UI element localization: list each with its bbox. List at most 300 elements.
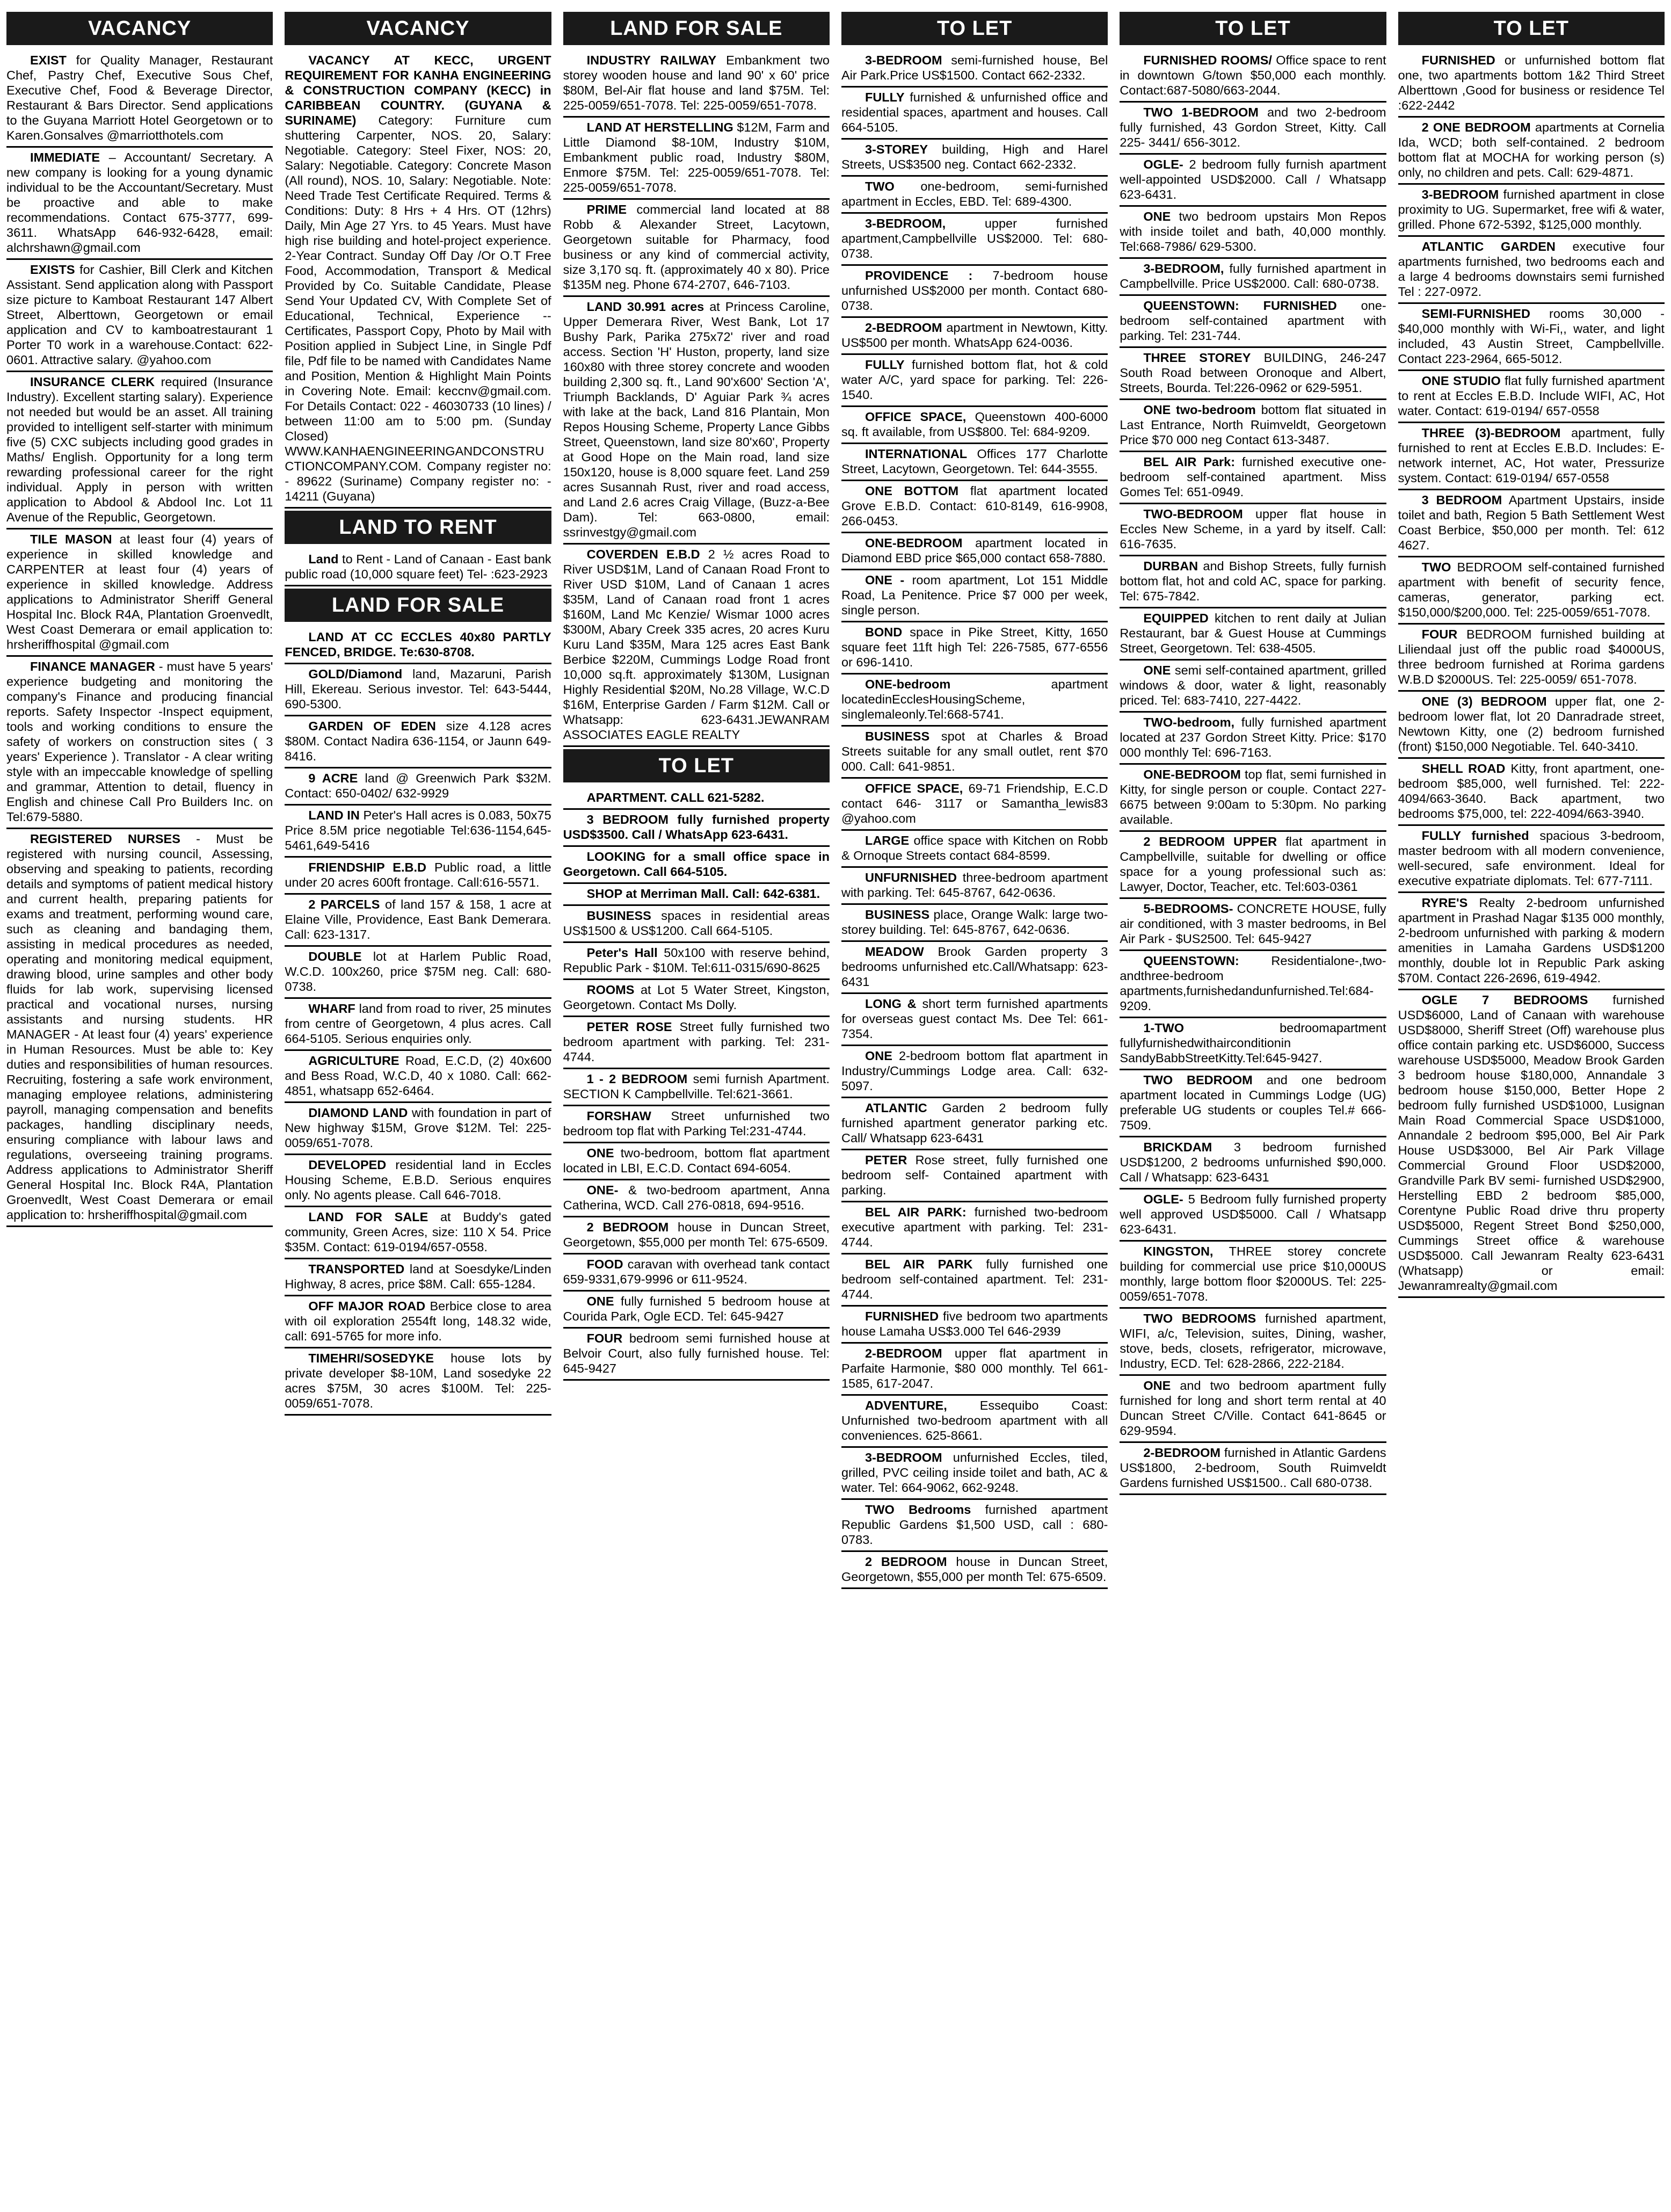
classified-ad bbox=[841, 444, 1108, 481]
classified-ad bbox=[841, 727, 1108, 779]
ad-text: bedroomapartment fullyfurnishedwithairconditionin SandyBabbStreetKitty.Tel:645-9427. bbox=[1120, 1021, 1386, 1065]
classified-ad bbox=[6, 50, 273, 148]
ad-text: land, Mazaruni, Parish Hill, Ekereau. Serious investor. Tel: 643-5444, 690-5300. bbox=[285, 667, 551, 711]
ad-text: for Quality Manager, Restaurant Chef, Pastry Chef, Executive Sous Chef, Executive Chef, Food & Beverage Director, Restaurant & Bars Director. Send applications to the Guyana Marriott Hotel Georgetown or to Karen.Gonsalves @marriotthotels.com bbox=[6, 53, 273, 142]
ad-text: at Princess Caroline, Upper Demerara River, West Bank, Lot 17 Bushy Park, Parika 275x72' river and road access. Section 'H' Huston, property, land size 160x80 with three storey concrete and wooden building 2,300 sq. ft., Land 90'x600' Section 'A', Triumph Backlands, D' Aguiar Park ¾ acres with lake at the back, Land 816 Plantain, Mon Repos Housing Scheme, Property Lance Gibbs Street, Queenstown, land size 80'x60', Property at Good Hope on the Main road, land size 150x120, house is 8,000 square feet. Land 259 acres Susannah Rust, river and road access, and Land 2.6 acres Craig Village, (Buzz-a-Bee Dam). Tel: 663-0800, email: ssrinvestgy@gmail.com bbox=[563, 300, 830, 539]
ad-keyword: ATLANTIC bbox=[864, 1101, 927, 1115]
ad-keyword: ONE bbox=[1143, 1379, 1171, 1393]
ad-text: 69-71 Friendship, E.C.D contact 646- 3117 or Samantha_lewis83 @yahoo.com bbox=[841, 781, 1108, 825]
ad-keyword: ONE- bbox=[586, 1183, 619, 1197]
classified-ad bbox=[841, 1344, 1108, 1396]
ad-keyword: 2 BEDROOM UPPER bbox=[1143, 835, 1277, 848]
ad-keyword: FURNISHED bbox=[864, 1309, 939, 1323]
ad-keyword: SHELL ROAD bbox=[1421, 761, 1506, 775]
classified-ad bbox=[285, 716, 551, 768]
ad-keyword: LOOKING for a small office space in Georgetown. Call 664-5105. bbox=[563, 850, 830, 879]
classified-ad bbox=[285, 549, 551, 586]
classified-ad bbox=[841, 570, 1108, 622]
ad-keyword: BEL AIR PARK bbox=[864, 1257, 973, 1271]
ad-keyword: FOUR bbox=[1421, 627, 1458, 641]
column-4 bbox=[841, 10, 1108, 2212]
ad-text: Office space to rent in downtown G/town $50,000 each monthly. Contact:687-5080/663-2044. bbox=[1120, 53, 1386, 97]
ad-keyword: TWO 1-BEDROOM bbox=[1143, 105, 1259, 119]
classified-ad bbox=[563, 1254, 830, 1292]
ad-keyword: PETER bbox=[864, 1153, 907, 1167]
ad-text: space in Pike Street, Kitty, 1650 square feet 11ft high Tel: 226-7585, 677-6556 or 696-1410. bbox=[841, 625, 1108, 669]
ad-keyword: ONE-BEDROOM bbox=[1143, 767, 1241, 781]
ad-text: size 4.128 acres $80M. Contact Nadira 636-1154, or Jaunn 649-8416. bbox=[285, 719, 551, 763]
ad-text: place, Orange Walk: large two-storey building. Tel: 645-8767, 642-0636. bbox=[841, 908, 1108, 937]
ad-keyword: TWO bbox=[1421, 560, 1451, 574]
ad-keyword: WHARF bbox=[308, 1002, 355, 1016]
classified-ad bbox=[6, 657, 273, 829]
ad-keyword: EXISTS bbox=[30, 263, 75, 277]
ad-text: and Bishop Streets, fully furnish bottom flat, hot and cold AC, space for parking. Tel: 675-7842. bbox=[1120, 559, 1386, 603]
ad-keyword: ONE-bedroom bbox=[864, 677, 951, 691]
classified-ad bbox=[841, 318, 1108, 355]
ad-text: two bedroom upstairs Mon Repos with inside toilet and bath, 40,000 monthly. Tel:668-7986/ 629-5300. bbox=[1120, 209, 1386, 253]
ad-keyword: 3-BEDROOM, bbox=[1143, 262, 1224, 275]
ad-text: fully furnished 5 bedroom house at Courida Park, Ogle ECD. Tel: 645-9427 bbox=[563, 1294, 830, 1323]
classified-ad bbox=[1398, 237, 1665, 304]
ad-text: semi furnish Apartment. SECTION K Campbellville. Tel:621-3661. bbox=[563, 1072, 830, 1101]
ad-text: short term furnished apartments for overseas guest contact Ms. Dee Tel: 661-7354. bbox=[841, 997, 1108, 1041]
classified-ad bbox=[285, 895, 551, 947]
ad-keyword: AGRICULTURE bbox=[308, 1054, 399, 1068]
ad-keyword: 3-STOREY bbox=[864, 142, 928, 156]
ad-keyword: ONE - bbox=[864, 573, 905, 587]
ad-text: one-bedroom, semi-furnished apartment in Eccles, EBD. Tel: 689-4300. bbox=[841, 179, 1108, 208]
classified-ad bbox=[1398, 371, 1665, 423]
ad-text: and one bedroom apartment located in Cummings Lodge (UG) preferable UG students or couples Tel.# 666-7509. bbox=[1120, 1073, 1386, 1132]
classified-ad bbox=[1120, 155, 1386, 207]
classified-ad bbox=[285, 768, 551, 806]
classified-ad bbox=[1120, 1070, 1386, 1137]
column-1 bbox=[6, 10, 273, 2212]
ad-text: Apartment Upstairs, inside toilet and bath, Region 5 Bath Settlement West Coast Berbice, $50,000 per month. Tel: 612 4627. bbox=[1398, 493, 1665, 552]
ad-text: required (Insurance Industry). Excellent starting salary). Experience not needed but would be an asset. All training provided to intelligent self-starter with minimum five (5) CXC subjects including good grades in Maths/ English. Opportunity for a long term rewarding professional career for the right individual. Apply in person with written application to Abdool & Abdool Inc. Lot 11 Avenue of the Republic, Georgetown. bbox=[6, 375, 273, 524]
classified-ad bbox=[841, 1202, 1108, 1254]
ad-text: flat fully furnished apartment to rent at Eccles E.B.D. Include WIFI, AC, Hot water. Contact: 619-0194/ 657-0558 bbox=[1398, 374, 1665, 418]
ad-keyword: UNFURNISHED bbox=[864, 871, 957, 884]
ad-keyword: THREE STOREY bbox=[1143, 351, 1251, 365]
ad-text: land at Soesdyke/Linden Highway, 8 acres, price $8M. Call: 655-1284. bbox=[285, 1262, 551, 1291]
ad-text: lot at Harlem Public Road, W.C.D. 100x260, price $75M neg. Call: 680-0738. bbox=[285, 949, 551, 993]
ad-keyword: 2 ONE BEDROOM bbox=[1421, 120, 1531, 134]
ad-keyword: VACANCY AT KECC, URGENT REQUIREMENT FOR KANHA ENGINEERING & CONSTRUCTION COMPANY (KECC) in CARIBBEAN COUNTRY. (GUYANA & SURINAME) bbox=[285, 53, 551, 127]
ad-text: fully furnished apartment located at 237 Gordon Street Kitty. Price: $170 000 monthly Tel: 696-7163. bbox=[1120, 715, 1386, 759]
classified-ad bbox=[841, 1307, 1108, 1344]
classified-ad bbox=[1120, 713, 1386, 765]
ad-keyword: LAND 30.991 acres bbox=[586, 300, 704, 314]
ad-keyword: DURBAN bbox=[1143, 559, 1198, 573]
classified-ad bbox=[1120, 832, 1386, 899]
ad-keyword: THREE (3)-BEDROOM bbox=[1421, 426, 1561, 440]
ad-text: 7-bedroom house unfurnished US$2000 per month. Contact 680-0738. bbox=[841, 269, 1108, 313]
ad-keyword: SEMI-FURNISHED bbox=[1421, 307, 1531, 321]
classified-ad bbox=[1120, 1376, 1386, 1443]
classified-ad bbox=[285, 1103, 551, 1155]
section-header: TO LET bbox=[841, 12, 1108, 45]
classified-ad bbox=[563, 906, 830, 943]
ad-keyword: REGISTERED NURSES bbox=[30, 832, 180, 846]
ad-text: 2 ½ acres Road to River USD$1M, Land of Canaan Road Front to River USD $10M, Land of Canaan 1 acres $35M, Land of Canaan road front 1 acres $160M, Land Mc Kenzie/ Wismar 1000 acres $300M, Abary Creek 335 acres, 20 acres Kuru Kuru Land $35M, Mara 125 acres East Bank Berbice $220M, Cummings Lodge Road front 10,000 sq.ft. approximately $130M, Lusignan Highly Residential $20M, No.28 Village, W.C.D $16M, Enterprise Garden / Farm $12M. Call or Whatsapp: 623-6431.JEWANRAM ASSOCIATES EAGLE REALTY bbox=[563, 547, 830, 742]
classified-ad bbox=[563, 810, 830, 847]
ad-text: 3 bedroom furnished USD$1200, 2 bedrooms unfurnished $90,000. Call / Whatsapp: 623-6431 bbox=[1120, 1140, 1386, 1184]
classified-ad bbox=[285, 858, 551, 895]
classified-ad bbox=[1398, 990, 1665, 1298]
ad-keyword: QUEENSTOWN: bbox=[1143, 954, 1239, 968]
ad-text: apartment locatedinEcclesHousingScheme, singlemaleonly.Tel:668-5741. bbox=[841, 677, 1108, 721]
ad-keyword: ONE BOTTOM bbox=[864, 484, 959, 498]
ad-text: Kitty, front apartment, one-bedroom $85,000, well furnished. Tel: 222-4094/663-3640. Back apartment, two bedrooms $75,000, tel: 222-4094/663-3940. bbox=[1398, 761, 1665, 821]
ad-keyword: FULLY bbox=[864, 90, 905, 104]
classified-ad bbox=[6, 372, 273, 530]
ad-text: rooms 30,000 - $40,000 monthly with Wi-Fi,, water, and light included, 43 Austin Street, Campbellville. Contact 223-2964, 665-5012. bbox=[1398, 307, 1665, 366]
ad-text: 5 Bedroom fully furnished property well approved USD$5000. Call / Whatsapp 623-6431. bbox=[1120, 1192, 1386, 1236]
ad-text: upper furnished apartment,Campbellville US$2000. Tel: 680-0738. bbox=[841, 216, 1108, 260]
classified-ad bbox=[285, 806, 551, 858]
ad-text: one-bedroom self-contained apartment with parking. Tel: 231-744. bbox=[1120, 299, 1386, 343]
ad-text: fully furnished apartment in Campbellville. Price US$2000. Call: 680-0738. bbox=[1120, 262, 1386, 291]
classified-ad bbox=[6, 530, 273, 657]
classified-ad bbox=[1120, 296, 1386, 348]
classified-ad bbox=[1120, 1018, 1386, 1070]
section-header: VACANCY bbox=[285, 12, 551, 45]
classified-ad bbox=[563, 200, 830, 297]
ad-text: bedroom semi furnished house at Belvoir Court, also fully furnished house. Tel: 645-9427 bbox=[563, 1331, 830, 1375]
ad-text: 2-bedroom bottom flat apartment in Industry/Cummings Lodge area. Call: 632-5097. bbox=[841, 1049, 1108, 1093]
ad-text: furnished in Atlantic Gardens US$1800, 2-bedroom, South Ruimveldt Gardens furnished US$1500.. Call 680-0738. bbox=[1120, 1446, 1386, 1490]
classified-ad bbox=[563, 943, 830, 980]
ad-text: Street unfurnished two bedroom top flat with Parking Tel:231-4744. bbox=[563, 1109, 830, 1138]
ad-text: furnished apartment Republic Gardens $1,500 USD, call : 680-0783. bbox=[841, 1503, 1108, 1547]
ad-text: $12M, Farm and Little Diamond $8-10M, Industry $10M, Embankment public road, Industry $80M, Enmore $75M. Tel: 225-0059/651-7078. Tel: 225-0059/651-7078. bbox=[563, 120, 830, 194]
classified-ad bbox=[1398, 826, 1665, 893]
ad-text: unfurnished Eccles, tiled, grilled, PVC ceiling inside toilet and bath, AC & water. Tel: 664-9062, 662-9248. bbox=[841, 1451, 1108, 1495]
ad-text: at Lot 5 Water Street, Kingston, Georgetown. Contact Ms Dolly. bbox=[563, 983, 830, 1012]
ad-keyword: TRANSPORTED bbox=[308, 1262, 405, 1276]
ad-keyword: TWO BEDROOMS bbox=[1143, 1311, 1256, 1325]
classified-ad bbox=[841, 868, 1108, 905]
ad-keyword: 2 BEDROOM bbox=[864, 1555, 947, 1569]
classified-ad bbox=[1120, 1190, 1386, 1242]
classified-ad bbox=[563, 980, 830, 1017]
classified-ad bbox=[1398, 118, 1665, 185]
classified-ad bbox=[841, 1098, 1108, 1150]
ad-keyword: OGLE- bbox=[1143, 1192, 1183, 1206]
classified-ad bbox=[563, 297, 830, 545]
ad-list bbox=[1120, 50, 1386, 1495]
ad-text: kitchen to rent daily at Julian Restaurant, bar & Guest House at Cummings Street, Georgetown. Tel: 638-4505. bbox=[1120, 611, 1386, 655]
classified-ad bbox=[1120, 50, 1386, 103]
ad-text: semi-furnished house, Bel Air Park.Price US$1500. Contact 662-2332. bbox=[841, 53, 1108, 82]
classified-ad bbox=[841, 214, 1108, 266]
ad-keyword: BUSINESS bbox=[864, 908, 930, 922]
ad-text: furnished bottom flat, hot & cold water A/C, yard space for parking. Tel: 226-1540. bbox=[841, 358, 1108, 402]
ad-keyword: 3 BEDROOM bbox=[1421, 493, 1502, 507]
ad-keyword: LONG & bbox=[864, 997, 917, 1011]
ad-keyword: 2 BEDROOM bbox=[586, 1220, 669, 1234]
ad-keyword: FULLY furnished bbox=[1421, 829, 1529, 843]
classified-ad bbox=[1120, 1443, 1386, 1495]
classified-ad bbox=[1398, 490, 1665, 557]
ad-list bbox=[285, 627, 551, 1416]
ad-text: Peter's Hall acres is 0.083, 50x75 Price 8.5M price negotiable Tel:636-1154,645-5461,649-5416 bbox=[285, 808, 551, 852]
classified-ad bbox=[1120, 951, 1386, 1018]
ad-keyword: KINGSTON, bbox=[1143, 1244, 1214, 1258]
ad-keyword: MEADOW bbox=[864, 945, 924, 959]
ad-keyword: ONE bbox=[1143, 663, 1171, 677]
ad-keyword: FURNISHED bbox=[1421, 53, 1495, 67]
ad-keyword: EXIST bbox=[30, 53, 67, 67]
ad-keyword: OFFICE SPACE, bbox=[864, 781, 963, 795]
ad-keyword: ONE bbox=[586, 1294, 614, 1308]
classified-ad bbox=[285, 627, 551, 664]
classified-ad bbox=[563, 788, 830, 810]
ad-keyword: BUSINESS bbox=[586, 909, 651, 923]
ad-keyword: OGLE 7 BEDROOMS bbox=[1421, 993, 1588, 1007]
ad-keyword: ADVENTURE, bbox=[864, 1398, 947, 1412]
classified-ad bbox=[285, 1207, 551, 1259]
ad-keyword: ONE (3) BEDROOM bbox=[1421, 694, 1547, 708]
ad-keyword: DEVELOPED bbox=[308, 1158, 387, 1172]
ad-text: apartment in Newtown, Kitty. US$500 per month. WhatsApp 624-0036. bbox=[841, 321, 1108, 350]
ad-list bbox=[285, 50, 551, 509]
ad-keyword: 5-BEDROOMS- bbox=[1143, 902, 1233, 916]
classified-ad bbox=[841, 1552, 1108, 1589]
ad-text: commercial land located at 88 Robb & Alexander Street, Lacytown, Georgetown suitable for Pharmacy, food business or any kind of commercial activity, size 3,170 sq. ft. (approximately 40 x 80). Price $135M neg. Phone 674-2707, 646-7103. bbox=[563, 202, 830, 292]
ad-keyword: ONE bbox=[864, 1049, 892, 1063]
ad-keyword: COVERDEN E.B.D bbox=[586, 547, 700, 561]
ad-keyword: Peter's Hall bbox=[586, 946, 658, 960]
ad-text: executive four apartments furnished, two bedrooms each and a large 4 bedrooms downstairs semi furnished Tel : 227-0972. bbox=[1398, 240, 1665, 299]
ad-text: bottom flat situated in Last Entrance, North Ruimveldt, Georgetown Price $70 000 neg Contact 613-3487. bbox=[1120, 403, 1386, 447]
ad-keyword: TWO bbox=[864, 179, 895, 193]
ad-keyword: PROVIDENCE : bbox=[864, 269, 973, 282]
classified-ad bbox=[1120, 207, 1386, 259]
classified-ad bbox=[563, 1069, 830, 1106]
ad-keyword: ONE bbox=[586, 1146, 614, 1160]
ad-text: at least four (4) years of experience in skilled knowledge and CARPENTER at least four (4) years of experience in skilled knowledge. Address applications to Administrator Sheriff General Hospital Inc. Block R4A, Plantation Groenvedlt, West Coast Demerara or email application to: hrsheriffhospital @gmail.com bbox=[6, 532, 273, 651]
classified-ad bbox=[1120, 661, 1386, 713]
classified-ad bbox=[1398, 304, 1665, 371]
ad-keyword: 3-BEDROOM, bbox=[864, 216, 946, 230]
ad-keyword: TWO BEDROOM bbox=[1143, 1073, 1253, 1087]
classified-ad bbox=[841, 177, 1108, 214]
classified-ad bbox=[1120, 1137, 1386, 1190]
classified-ad bbox=[563, 1106, 830, 1143]
ad-text: Rose street, fully furnished one bedroom self- Contained apartment with parking. bbox=[841, 1153, 1108, 1197]
ad-keyword: ATLANTIC GARDEN bbox=[1421, 240, 1556, 253]
ad-text: flat apartment in Campbellville, suitable for dwelling or office space for a young professional such as: Lawyer, Doctor, Teacher, etc. Tel:603-0361 bbox=[1120, 835, 1386, 894]
ad-text: 50x100 with reserve behind, Republic Park - $10M. Tel:611-0315/690-8625 bbox=[563, 946, 830, 975]
classified-ad bbox=[1120, 259, 1386, 296]
section-header: TO LET bbox=[1398, 12, 1665, 45]
ad-list bbox=[563, 50, 830, 747]
ad-list bbox=[841, 50, 1108, 1589]
ad-text: three-bedroom apartment with parking. Tel: 645-8767, 642-0636. bbox=[841, 871, 1108, 900]
ad-keyword: 1 - 2 BEDROOM bbox=[586, 1072, 688, 1086]
ad-text: Queenstown 400-6000 sq. ft available, from US$800. Tel: 684-9209. bbox=[841, 410, 1108, 439]
ad-text: Brook Garden property 3 bedrooms unfurnished etc.Call/Whatsapp: 623-6431 bbox=[841, 945, 1108, 989]
ad-text: 2 bedroom fully furnish apartment well-appointed USD$2000. Call / Whatsapp 623-6431. bbox=[1120, 157, 1386, 201]
ad-text: furnished apartment, WIFI, a/c, Television, suites, Dining, washer, stove, beds, closets, refrigerator, microwave, Industry, ECD. Tel: 628-2866, 222-2184. bbox=[1120, 1311, 1386, 1370]
ad-keyword: LARGE bbox=[864, 833, 910, 847]
ad-text: or unfurnished bottom flat one, two apartments bottom 1&2 Third Street Alberttown ,Good for business or residence Tel :622-2442 bbox=[1398, 53, 1665, 112]
ad-text: Realty 2-bedroom unfurnished apartment in Prashad Nagar $135 000 monthly, 2-bedroom unfurnished with parking & modern amenities in Lamaha Gardens USD$1200 monthly, double lot in Republic Park asking $70M. Contact 226-2696, 619-4942. bbox=[1398, 896, 1665, 985]
ad-text: Category: Furniture cum shuttering Carpenter, NOS. 20, Salary: Negotiable. Category: Steel Fixer, NOS: 20, Salary: Negotiable. Category: Concrete Mason (All round), NOS. 10, Salary: Negotiable. Note: Need Trade Test Certificate Required. Terms & Conditions: Duty: 8 Hrs + 4 Hrs. OT (12hrs) Daily, Min Age 27 Yrs. to 45 Years. Must have high rise building and hotel-project experience. 2-Year Contract. Sunday Off Day /Or O.T Free Food, Accommodation, Transport & Medical Provided by Co. Suitable Candidate, Please Send Your Updated CV, With Complete Set of Educational, Technical, Experience -- Certificates, Passport Copy, Photo by Mail with Position applied in Subject Line, in Single Pdf file, Pdf file to be named with Candidates Name and Position, Mention & Highlight Main Points in Covering Note. Email: keccnv@gmail.com. For Details Contact: 022 - 46030733 (10 lines) / between 11:00 am to 5:00 pm. (Sunday Closed) WWW.KANHAENGINEERINGANDCONSTRUCTIONCOMPANY.COM. Company register no: - 89622 (Suriname) Company register no: - 14211 (Guyana) bbox=[285, 113, 551, 503]
ad-keyword: EQUIPPED bbox=[1143, 611, 1209, 625]
ad-keyword: FOUR bbox=[586, 1331, 623, 1345]
classified-ad bbox=[841, 622, 1108, 675]
classified-ad bbox=[1120, 504, 1386, 556]
ad-keyword: 3-BEDROOM bbox=[864, 1451, 942, 1464]
ad-text: furnished USD$6000, Land of Canaan with warehouse USD$8000, Sheriff Street (Off) warehouse plus office contain parking etc. USD$6000, Success warehouse USD$5000, Meadow Brook Garden 3 bedroom house $180,000, Annandale 3 bedroom house $150,000, Better Hope 2 bedroom fully furnished USD$1000, Lusignan Main Road Commercial Space USD$1000, Annandale 2 bedroom $95,000, Bel Air Park House USD$3000, Bel Air Park Village Commercial Ground Floor USD$2000, Grandville Park BV semi- furnished USD$2900, Herstelling EBD 2 bedroom $85,000, Corentyne Public Road drive thru property USD$5000, Regent Street Bond $250,000, Cummings Street office & warehouse USD$5000. Call Jewanram Realty 623-6431 (Whatsapp) or email: Jewanramrealty@gmail.com bbox=[1398, 993, 1665, 1293]
ad-text: BEDROOM self-contained furnished apartment with benefit of security fence, cameras, generator, parking ect. $150,000/$200,000. Tel: 225-0059/651-7078. bbox=[1398, 560, 1665, 619]
ad-text: fully furnished one bedroom self-contained apartment. Tel: 231-4744. bbox=[841, 1257, 1108, 1301]
classified-ad bbox=[1398, 625, 1665, 692]
ad-text: room apartment, Lot 151 Middle Road, La Penitence. Price $7 000 per week, single person. bbox=[841, 573, 1108, 617]
classified-ad bbox=[1120, 400, 1386, 452]
ad-keyword: GOLD/Diamond bbox=[308, 667, 403, 681]
ad-keyword: OGLE- bbox=[1143, 157, 1183, 171]
classified-ad bbox=[1398, 557, 1665, 625]
ad-keyword: BRICKDAM bbox=[1143, 1140, 1212, 1154]
ad-keyword: LAND FOR SALE bbox=[308, 1210, 428, 1224]
ad-keyword: 9 ACRE bbox=[308, 771, 358, 785]
classified-ad bbox=[841, 50, 1108, 88]
ad-text: house lots by private developer $8-10M, Land sosedyke 22 acres $75M, 30 acres $100M. Tel: 225-0059/651-7078. bbox=[285, 1351, 551, 1410]
ad-keyword: RYRE'S bbox=[1421, 896, 1468, 910]
column-3 bbox=[563, 10, 830, 2212]
classified-ad bbox=[1398, 423, 1665, 490]
ad-text: BEDROOM furnished building at Liliendaal just off the public road $4000US, three bedroom furnished at Rorima gardens W.B.D $2000US. Tel: 225-0059/ 651-7078. bbox=[1398, 627, 1665, 686]
classified-ad bbox=[563, 1143, 830, 1180]
ad-text: spot at Charles & Broad Streets suitable for any small outlet, rent $70 000. Call: 641-9851. bbox=[841, 729, 1108, 773]
classified-ad bbox=[1120, 348, 1386, 400]
ad-keyword: SHOP at Merriman Mall. Call: 642-6381. bbox=[586, 887, 820, 901]
classified-ad bbox=[563, 1017, 830, 1069]
ad-keyword: FRIENDSHIP E.B.D bbox=[308, 860, 426, 874]
ad-text: Embankment two storey wooden house and land 90' x 60' price $80M, Bel-Air flat house and land $75M. Tel: 225-0059/651-7078. Tel: 225-0059/651-7078. bbox=[563, 53, 830, 112]
ad-text: THREE storey concrete building for commercial use price $10,000US monthly, large bottom floor $2000US. Tel: 225-0059/651-7078. bbox=[1120, 1244, 1386, 1303]
ad-keyword: PRIME bbox=[586, 202, 627, 216]
classified-ad bbox=[1120, 1309, 1386, 1376]
ad-keyword: 1-TWO bbox=[1143, 1021, 1185, 1035]
ad-text: building, High and Harel Streets, US$3500 neg. Contact 662-2332. bbox=[841, 142, 1108, 171]
ad-keyword: DOUBLE bbox=[308, 949, 362, 963]
ad-text: Residentialone-,two-andthree-bedroom apartments,furnishedandunfurnished.Tel:684-9209. bbox=[1120, 954, 1386, 1013]
ad-keyword: TWO Bedrooms bbox=[864, 1503, 971, 1517]
ad-keyword: 3 BEDROOM fully furnished property USD$3500. Call / WhatsApp 623-6431. bbox=[563, 813, 830, 842]
classified-ad bbox=[841, 1254, 1108, 1307]
ad-keyword: QUEENSTOWN: FURNISHED bbox=[1143, 299, 1337, 313]
ad-keyword: ONE STUDIO bbox=[1421, 374, 1501, 388]
classified-ad bbox=[285, 1051, 551, 1103]
classified-ad bbox=[285, 1155, 551, 1207]
ad-text: apartment located in Diamond EBD price $65,000 contact 658-7880. bbox=[841, 536, 1108, 565]
section-header: LAND FOR SALE bbox=[563, 12, 830, 45]
ad-keyword: INTERNATIONAL bbox=[864, 447, 968, 461]
ad-text: furnished & unfurnished office and residential spaces, apartment and houses. Call 664-5105. bbox=[841, 90, 1108, 134]
classified-ad bbox=[1120, 765, 1386, 832]
ad-text: & two-bedroom apartment, Anna Catherina, WCD. Call 276-0818, 694-9516. bbox=[563, 1183, 830, 1212]
ad-text: Garden 2 bedroom fully furnished apartment generator parking etc. Call/ Whatsapp 623-6431 bbox=[841, 1101, 1108, 1145]
classified-ad bbox=[6, 260, 273, 372]
classified-ad bbox=[563, 884, 830, 906]
ad-text: Offices 177 Charlotte Street, Lacytown, Georgetown. Tel: 644-3555. bbox=[841, 447, 1108, 476]
ad-text: upper flat house in Eccles New Scheme, in a yard by itself. Call: 616-7635. bbox=[1120, 507, 1386, 551]
classified-ad bbox=[285, 1259, 551, 1296]
classified-ad bbox=[841, 831, 1108, 868]
ad-text: Public road, a little under 20 acres 600ft frontage. Call:616-5571. bbox=[285, 860, 551, 889]
ad-text: two-bedroom, bottom flat apartment located in LBI, E.C.D. Contact 694-6054. bbox=[563, 1146, 830, 1175]
classified-ad bbox=[6, 829, 273, 1227]
ad-text: flat apartment located Grove E.B.D. Contact: 610-8149, 616-9908, 266-0453. bbox=[841, 484, 1108, 528]
classified-ad bbox=[841, 1046, 1108, 1098]
ad-text: upper flat apartment in Parfaite Harmonie, $80 000 monthly. Tel 661-1585, 617-2047. bbox=[841, 1346, 1108, 1390]
ad-text: to Rent - Land of Canaan - East bank public road (10,000 square feet) Tel- :623-2923 bbox=[285, 552, 551, 581]
ad-text: spaces in residential areas US$1500 & US$1200. Call 664-5105. bbox=[563, 909, 830, 938]
ad-text: Street fully furnished two bedroom apartment with parking. Tel: 231-4744. bbox=[563, 1020, 830, 1064]
classified-ad bbox=[1398, 692, 1665, 759]
ad-text: for Cashier, Bill Clerk and Kitchen Assistant. Send application along with Passport size picture to Kamboat Restaurant 147 Albert Street, Alberttown, Georgetown or email application and CV to kamboatrestaurant 1 Porter T0 work in a warehouse.Contact: 622-0601. Attractive salary. @yahoo.com bbox=[6, 263, 273, 367]
ad-text: and two bedroom apartment fully furnished for long and short term rental at 40 Duncan Street C/Ville. Contact 641-8645 or 629-9594. bbox=[1120, 1379, 1386, 1438]
classified-ad bbox=[1398, 50, 1665, 118]
ad-keyword: FOOD bbox=[586, 1257, 623, 1271]
classified-ad bbox=[841, 779, 1108, 831]
classified-ad bbox=[1120, 452, 1386, 504]
ad-keyword: INDUSTRY RAILWAY bbox=[586, 53, 717, 67]
ad-text: five bedroom two apartments house Lamaha US$3.000 Tel 646-2939 bbox=[841, 1309, 1108, 1338]
classified-ad bbox=[841, 1448, 1108, 1500]
classified-ad bbox=[841, 1500, 1108, 1552]
ad-keyword: 2-BEDROOM bbox=[864, 1346, 942, 1360]
ad-keyword: PETER ROSE bbox=[586, 1020, 672, 1034]
ad-text: house in Duncan Street, Georgetown, $55,000 per month Tel: 675-6509. bbox=[841, 1555, 1108, 1584]
ad-keyword: GARDEN OF EDEN bbox=[308, 719, 436, 733]
classified-ad bbox=[563, 1292, 830, 1329]
ad-text: spacious 3-bedroom, master bedroom with all modern convenience, well-secured, safe environment. Ideal for executive expatriate diplomats. Tel: 677-7111. bbox=[1398, 829, 1665, 888]
classified-ad bbox=[841, 533, 1108, 570]
ad-keyword: LAND AT CC ECCLES 40x80 PARTLY FENCED, BRIDGE. Te:630-8708. bbox=[285, 630, 551, 659]
ad-text: Berbice close to area with oil exploration 2554ft long, 148.32 wide, call: 691-5765 for more info. bbox=[285, 1299, 551, 1343]
classified-ad bbox=[841, 905, 1108, 942]
classified-ad bbox=[841, 481, 1108, 533]
classified-ad bbox=[285, 50, 551, 509]
section-header: LAND TO RENT bbox=[285, 511, 551, 544]
classified-ad bbox=[285, 1348, 551, 1416]
ad-text: furnished two-bedroom executive apartment with parking. Tel: 231-4744. bbox=[841, 1205, 1108, 1249]
section-header: VACANCY bbox=[6, 12, 273, 45]
ad-list bbox=[563, 788, 830, 1381]
ad-text: residential land in Eccles Housing Scheme, E.B.D. Serious enquires only. No agents please. Call 646-7018. bbox=[285, 1158, 551, 1202]
ad-text: of land 157 & 158, 1 acre at Elaine Ville, Providence, East Bank Demerara. Call: 623-1317. bbox=[285, 897, 551, 941]
ad-text: CONCRETE HOUSE, fully air conditioned, with 3 master bedrooms, in Bel Air Park - $US2500. Tel: 645-9427 bbox=[1120, 902, 1386, 946]
ad-keyword: OFFICE SPACE, bbox=[864, 410, 967, 424]
classified-ad bbox=[563, 545, 830, 747]
classified-ad bbox=[285, 947, 551, 999]
ad-text: Road, E.C.D, (2) 40x600 and Bess Road, W.C.D, 40 x 1080. Call: 662-4851, whatsapp 652-6464. bbox=[285, 1054, 551, 1098]
ad-text: furnished apartment in close proximity to UG. Supermarket, free wifi & water, grilled. Phone 672-5392, $125,000 monthly. bbox=[1398, 187, 1665, 231]
section-header: TO LET bbox=[563, 749, 830, 782]
classified-ad bbox=[841, 88, 1108, 140]
ad-keyword: IMMEDIATE bbox=[30, 150, 100, 164]
ad-keyword: TILE MASON bbox=[30, 532, 112, 546]
ad-keyword: LAND AT HERSTELLING bbox=[586, 120, 733, 134]
ad-text: and two 2-bedroom fully furnished, 43 Gordon Street, Kitty. Call 225- 3441/ 656-3012. bbox=[1120, 105, 1386, 149]
